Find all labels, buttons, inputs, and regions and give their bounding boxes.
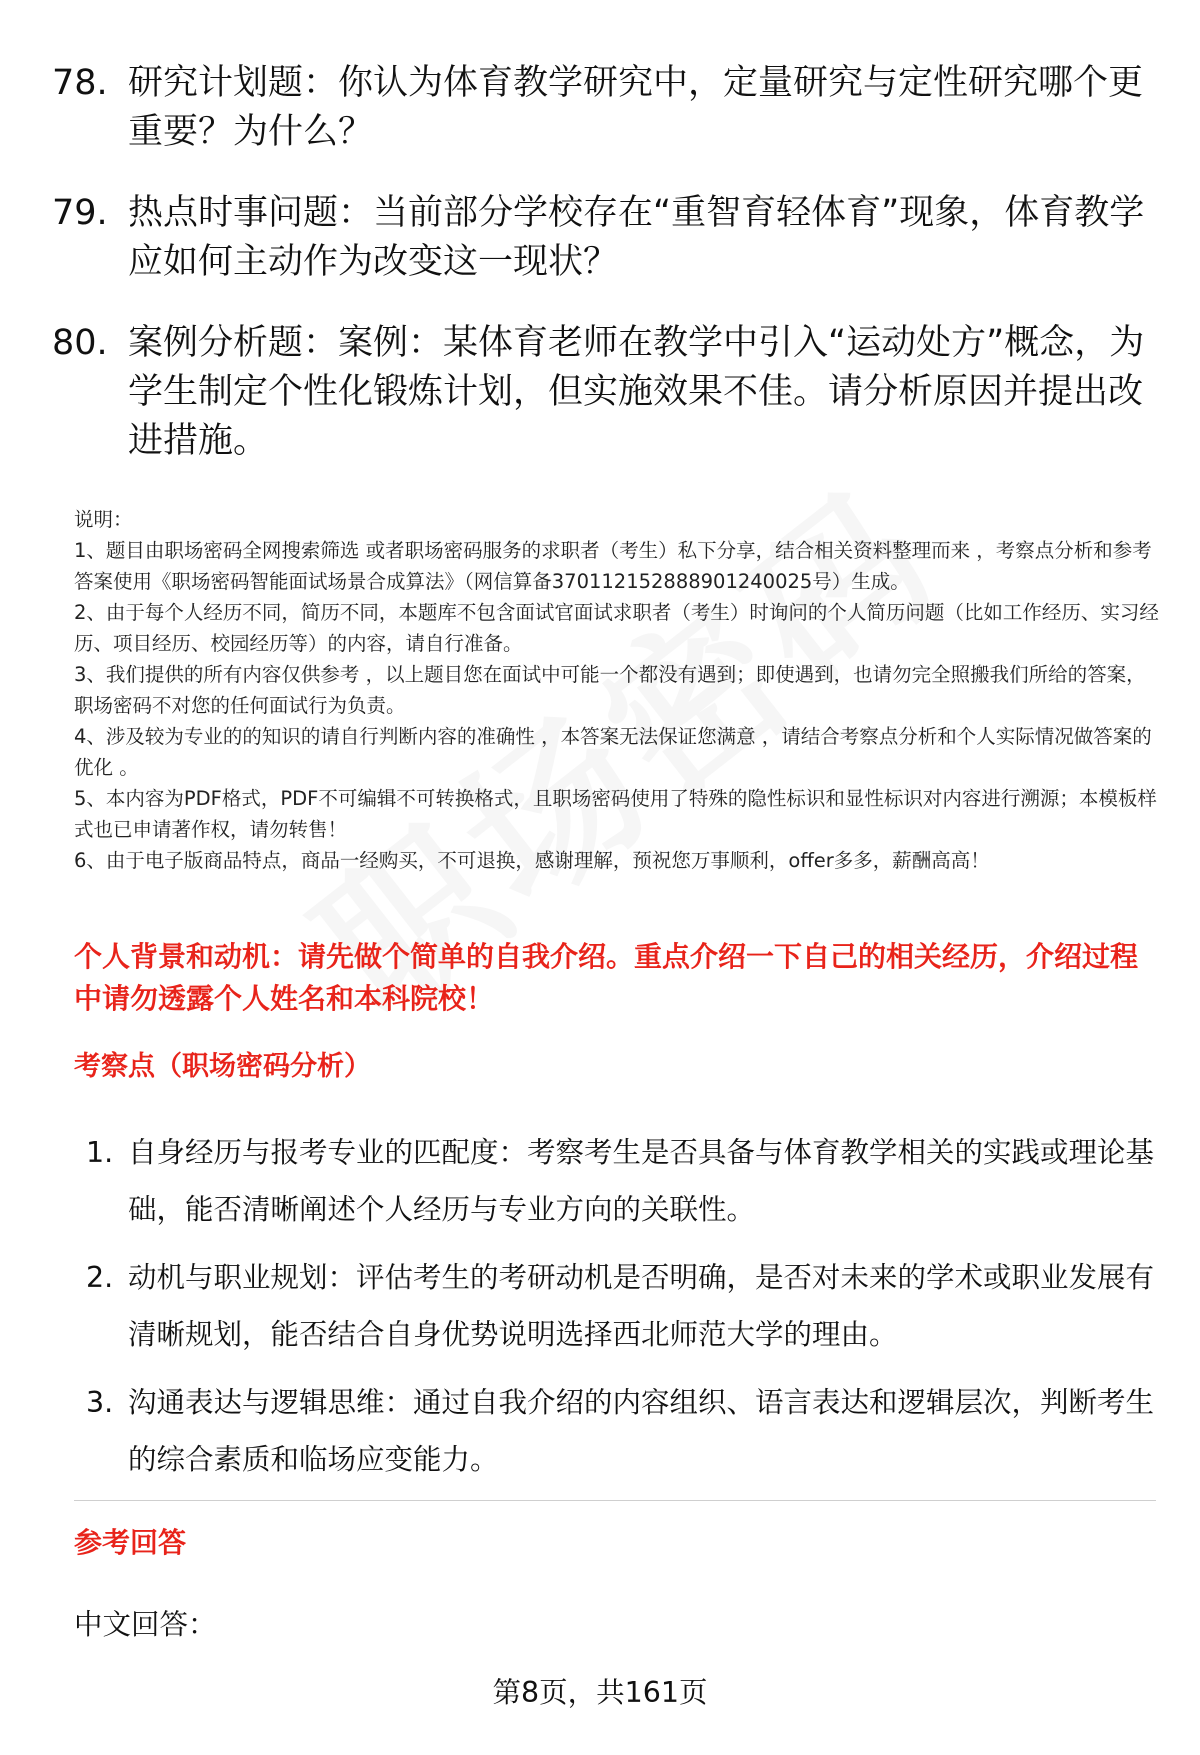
- exam-point-text: 沟通表达与逻辑思维：通过自我介绍的内容组织、语言表达和逻辑层次，判断考生的综合素质和临场应变能力。: [128, 1386, 1155, 1476]
- reference-answer-heading: 参考回答: [74, 1526, 187, 1559]
- exam-point-number: 2.: [86, 1261, 114, 1294]
- question-number: 79.: [52, 193, 108, 233]
- question-number: 80.: [52, 323, 108, 363]
- question-text: 热点时事问题：当前部分学校存在“重智育轻体育”现象，体育教学应如何主动作为改变这一现状？: [128, 193, 1145, 282]
- note-item-5: 5、本内容为PDF格式，PDF不可编辑不可转换格式，且职场密码使用了特殊的隐性标识和显性标识对内容进行溯源；本模板样式也已申请著作权，请勿转售！: [74, 787, 1157, 841]
- section-divider: [74, 1500, 1156, 1501]
- page-number: 第8页，共161页: [492, 1676, 708, 1709]
- exam-point-text: 自身经历与报考专业的匹配度：考察考生是否具备与体育教学相关的实践或理论基础，能否清晰阐述个人经历与专业方向的关联性。: [128, 1136, 1155, 1226]
- exam-point-number: 3.: [86, 1386, 114, 1419]
- question-80: [52, 319, 1152, 466]
- note-item-2: 2、由于每个人经历不同，简历不同，本题库不包含面试官面试求职者（考生）时询问的个人简历问题（比如工作经历、实习经历、项目经历、校园经历等）的内容，请自行准备。: [74, 601, 1159, 655]
- note-item-1: 1、题目由职场密码全网搜索筛选 或者职场密码服务的求职者（考生）私下分享，结合相关资料整理而来 ，考察点分析和参考答案使用《职场密码智能面试场景合成算法》（网信算备370112152888901240025号）生成。: [74, 539, 1152, 593]
- note-item-3: 3、我们提供的所有内容仅供参考 ，以上题目您在面试中可能一个都没有遇到；即使遇到，也请勿完全照搬我们所给的答案，职场密码不对您的任何面试行为负责。: [74, 663, 1146, 717]
- exam-points-list: [86, 1124, 1156, 1499]
- question-text: 研究计划题：你认为体育教学研究中，定量研究与定性研究哪个更重要？为什么？: [128, 63, 1144, 152]
- exam-point-item: [86, 1374, 1156, 1488]
- chinese-answer-label: 中文回答：: [74, 1608, 217, 1641]
- note-item-6: 6、由于电子版商品特点，商品一经购买，不可退换，感谢理解，预祝您万事顺利，offer多多，薪酬高高！: [74, 849, 990, 872]
- exam-point-number: 1.: [86, 1136, 114, 1169]
- exam-point-text: 动机与职业规划：评估考生的考研动机是否明确，是否对未来的学术或职业发展有清晰规划，能否结合自身优势说明选择西北师范大学的理由。: [128, 1261, 1155, 1351]
- question-number: 78.: [52, 63, 108, 103]
- notes-title: 说明：: [74, 508, 133, 531]
- notes-section: [74, 504, 1160, 876]
- question-79: [52, 189, 1152, 287]
- question-78: [52, 59, 1152, 157]
- exam-point-item: [86, 1249, 1156, 1363]
- exam-points-heading: 考察点（职场密码分析）: [74, 1051, 371, 1082]
- note-item-4: 4、涉及较为专业的的知识的请自行判断内容的准确性 ，本答案无法保证您满意 ，请结合考察点分析和个人实际情况做答案的优化 。: [74, 725, 1152, 779]
- background-question: 个人背景和动机：请先做个简单的自我介绍。重点介绍一下自己的相关经历，介绍过程中请勿透露个人姓名和本科院校！: [74, 940, 1139, 1015]
- exam-point-item: [86, 1124, 1156, 1238]
- question-text: 案例分析题：案例：某体育老师在教学中引入“运动处方”概念，为学生制定个性化锻炼计划，但实施效果不佳。请分析原因并提出改进措施。: [128, 323, 1145, 461]
